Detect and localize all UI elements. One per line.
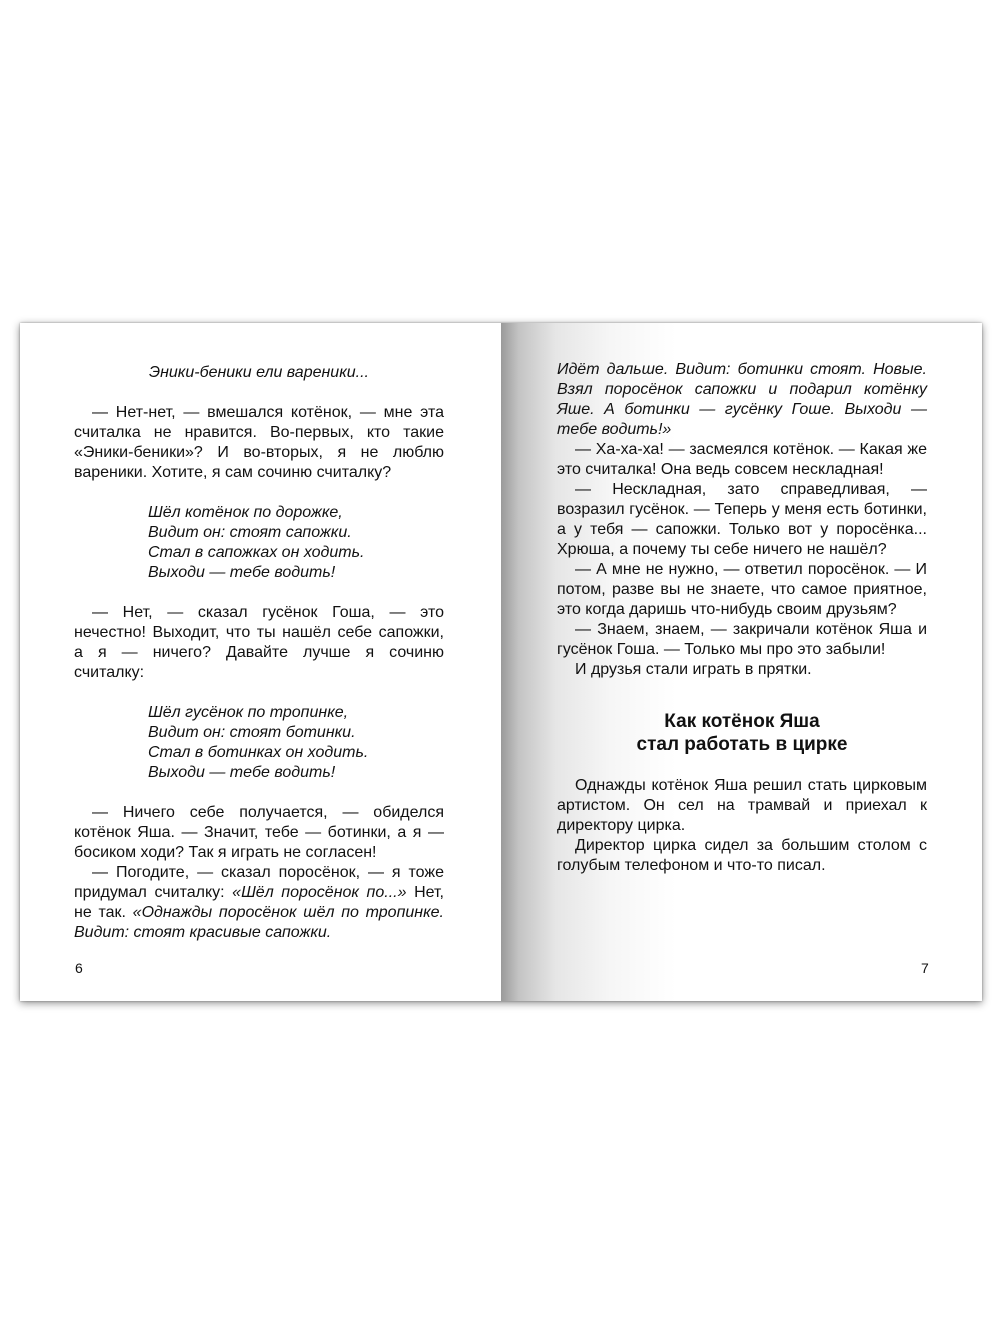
- left-page: [20, 323, 501, 1001]
- poem-line: Шёл котёнок по дорожке,: [148, 504, 343, 521]
- epigraph: Эники-беники ели вареники...: [148, 364, 369, 381]
- paragraph: — Знаем, знаем, — закричали котёнок Яша и гусёнок Гоша. — Только мы про это забыли!: [557, 621, 927, 658]
- right-page: [501, 323, 982, 1001]
- italic-span: «Шёл поросёнок по...»: [232, 884, 407, 901]
- paragraph: — Нет-нет, — вмешался котёнок, — мне эта считалка не нравится. Во-первых, кто такие «Эники-беники»? И во-вторых, я не люблю вареники. Хотите, я сам сочиню считалку?: [74, 404, 444, 481]
- paragraph: — Ничего себе получается, — обиделся котёнок Яша. — Значит, тебе — ботинки, а я — босиком ходи? Так я играть не согласен!: [74, 804, 444, 861]
- heading-line: Как котёнок Яша: [664, 711, 820, 732]
- text-span: — Погодите, — сказал поросёнок, — я тоже придумал считалку:: [74, 864, 444, 901]
- italic-span: Идёт дальше. Видит: ботинки стоят. Новые. Взял поросёнок сапожки и подарил котёнку Яше. А ботинки — гусёнку Гоше. Выходи — тебе водить!»: [557, 361, 927, 438]
- paragraph: — Нет, — сказал гусёнок Гоша, — это нечестно! Выходит, что ты нашёл себе сапожки, а я — ничего? Давайте лучше я сочиню считалку:: [74, 604, 444, 681]
- poem-line: Стал в сапожках он ходить.: [148, 544, 365, 561]
- heading-line: стал работать в цирке: [636, 734, 848, 755]
- poem-gosling: [74, 703, 444, 783]
- poem-line: Видит он: стоят сапожки.: [148, 524, 352, 541]
- book-spread: [20, 323, 982, 1001]
- paragraph-continued: [557, 360, 927, 440]
- chapter-heading: [557, 710, 927, 756]
- italic-span: «Однажды поросёнок шёл по тропинке. Видит: стоят красивые сапожки.: [74, 904, 444, 941]
- text-span: Нет, не так.: [74, 884, 444, 921]
- page-number-left: 6: [75, 960, 83, 976]
- poem-line: Выходи — тебе водить!: [148, 564, 336, 581]
- paragraph: — А мне не нужно, — ответил поросёнок. — И потом, разве вы не знаете, что самое приятное, это когда даришь что-нибудь своим друзьям?: [557, 561, 927, 618]
- paragraph: — Ха-ха-ха! — засмеялся котёнок. — Какая же это считалка! Она ведь совсем нескладная!: [557, 441, 927, 478]
- paragraph: — Нескладная, зато справедливая, — возразил гусёнок. — Теперь у меня есть ботинки, а у тебя — сапожки. Только вот у поросёнка... Хрюша, а почему ты себе ничего не нашёл?: [557, 481, 927, 558]
- poem-line: Выходи — тебе водить!: [148, 764, 336, 781]
- poem-line: Шёл гусёнок по тропинке,: [148, 704, 349, 721]
- paragraph-mixed: [74, 863, 444, 943]
- paragraph: Директор цирка сидел за большим столом с голубым телефоном и что-то писал.: [557, 837, 927, 874]
- page-number-right: 7: [921, 960, 929, 976]
- right-page-text: [557, 360, 927, 876]
- poem-kitten: [74, 503, 444, 583]
- poem-line: Видит он: стоят ботинки.: [148, 724, 356, 741]
- poem-line: Стал в ботинках он ходить.: [148, 744, 369, 761]
- paragraph: И друзья стали играть в прятки.: [575, 661, 812, 678]
- paragraph: Однажды котёнок Яша решил стать цирковым артистом. Он сел на трамвай и приехал к директору цирка.: [557, 777, 927, 834]
- left-page-text: [74, 363, 444, 943]
